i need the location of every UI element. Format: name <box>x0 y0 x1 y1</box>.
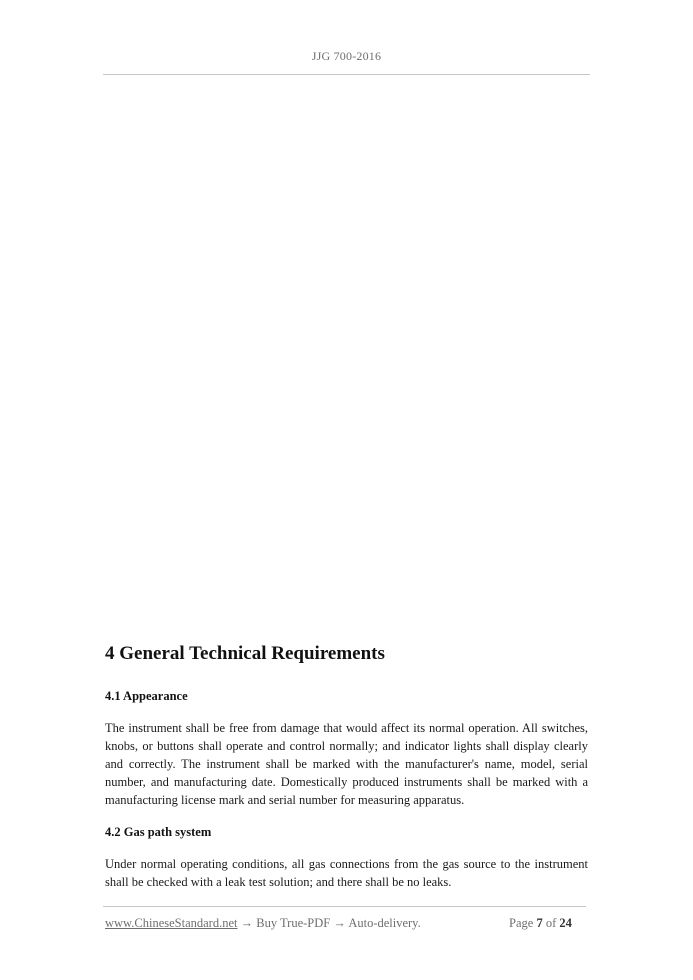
subsection-heading-appearance: 4.1 Appearance <box>105 689 188 703</box>
running-header: JJG 700-2016 <box>311 49 382 63</box>
paragraph-gas-path: Under normal operating conditions, all gas connections from the gas source to the instrument shall be checked with a leak test solution; and there shall be no leaks. <box>105 857 588 889</box>
arrow-icon: → <box>240 916 254 930</box>
paragraph-appearance: The instrument shall be free from damage that would affect its normal operation. All switches, knobs, or buttons shall operate and control normally; and indicator lights shall display clearly and correctly. The instrument shall be marked with the manufacturer's name, model, serial number, and manufacturing date. Domestically produced instruments shall be marked with a manufacturing license mark and serial number for measuring apparatus. <box>105 721 588 807</box>
section-title: 4 General Technical Requirements <box>105 643 385 664</box>
arrow-icon: → <box>333 916 346 930</box>
page-of-label: of <box>545 916 557 930</box>
subsection-heading-gas-path: 4.2 Gas path system <box>105 825 212 839</box>
footer-divider <box>103 906 586 907</box>
buy-true-pdf-text: Buy True-PDF <box>256 916 331 930</box>
page-label: Page <box>509 916 534 930</box>
footer-promo <box>105 916 421 931</box>
page-indicator <box>509 916 572 931</box>
header-divider <box>103 74 590 75</box>
page-total: 24 <box>559 916 572 930</box>
page-current: 7 <box>536 916 543 930</box>
auto-delivery-text: Auto-delivery. <box>348 916 421 930</box>
website-link[interactable]: www.ChineseStandard.net <box>105 916 238 930</box>
